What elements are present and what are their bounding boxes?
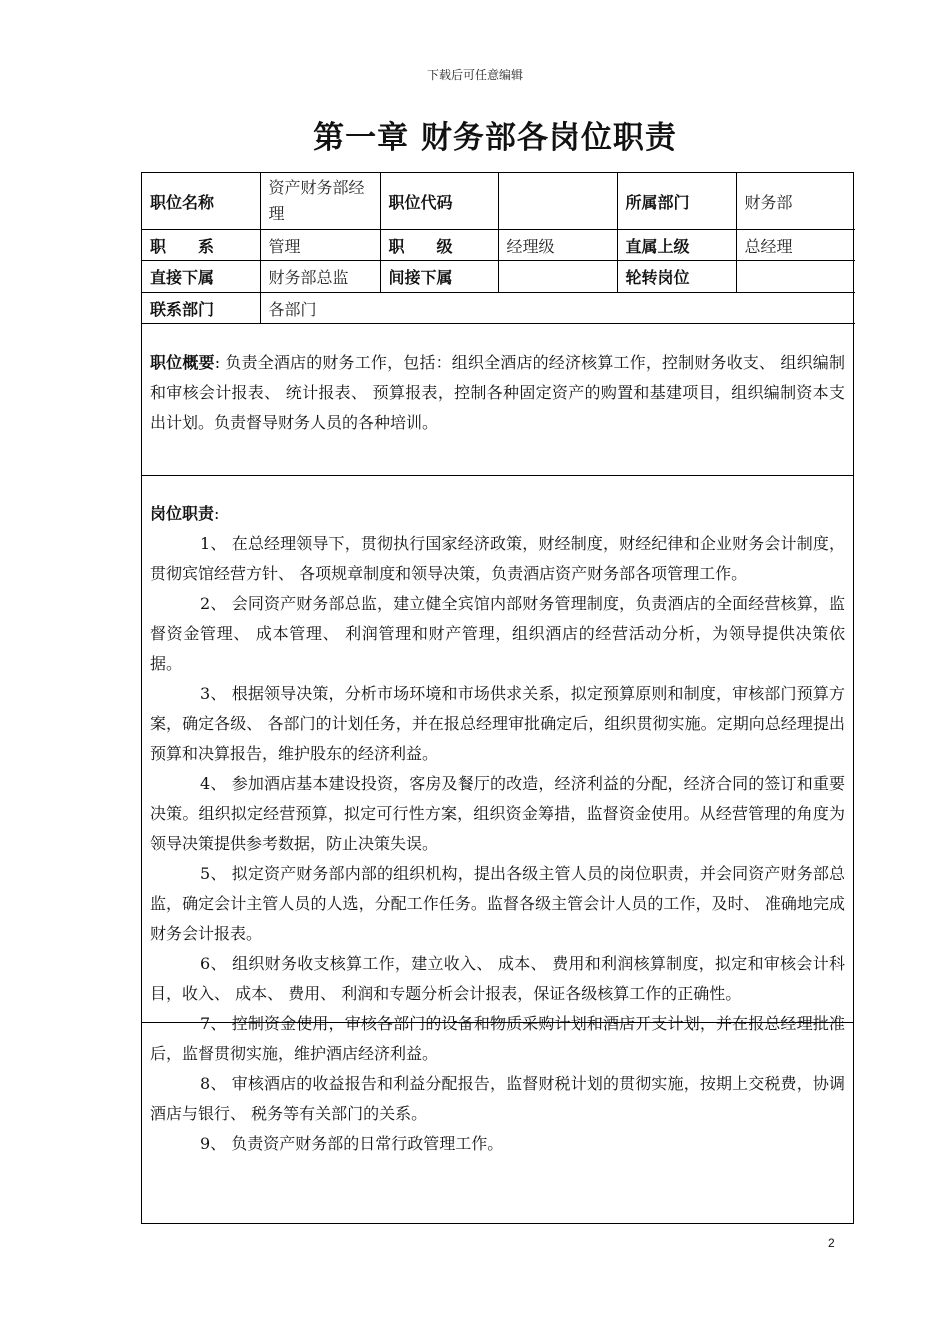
job-code-value	[498, 173, 617, 230]
page-title: 第一章 财务部各岗位职责	[313, 120, 677, 156]
dept-value: 财务部	[736, 173, 855, 230]
superior-value: 总经理	[736, 230, 855, 261]
job-code-label: 职位代码	[380, 173, 498, 230]
duties-colon: :	[214, 504, 220, 523]
duty-item: 3、 根据领导决策，分析市场环境和市场供求关系，拟定预算原则和制度，审核部门预算方案，确定各级、 各部门的计划任务，并在报总经理审批确定后，组织贯彻实施。定期向总经理提出预算和决算报告，维护股东的经济利益。	[150, 684, 845, 763]
level-label: 职 级	[380, 230, 498, 261]
contact-label: 联系部门	[142, 293, 260, 324]
header-note: 下载后可任意编辑	[426, 68, 523, 82]
duty-item: 4、 参加酒店基本建设投资，客房及餐厅的改造，经济利益的分配，经济合同的签订和重要决策。组织拟定经营预算，拟定可行性方案，组织资金筹措，监督资金使用。从经营管理的角度为领导决策提供参考数据，防止决策失误。	[150, 774, 845, 853]
duty-item: 1、 在总经理领导下，贯彻执行国家经济政策，财经制度，财经纪律和企业财务会计制度，贯彻宾馆经营方针、 各项规章制度和领导决策，负责酒店资产财务部各项管理工作。	[150, 534, 845, 583]
job-description-table	[141, 172, 854, 1224]
duty-item: 2、 会同资产财务部总监，建立健全宾馆内部财务管理制度，负责酒店的全面经营核算，监督资金管理、 成本管理、 利润管理和财产管理，组织酒店的经营活动分析，为领导提供决策依据。	[150, 594, 845, 673]
rotation-label: 轮转岗位	[617, 261, 736, 293]
direct-sub-label: 直接下属	[142, 261, 260, 293]
duty-item: 9、 负责资产财务部的日常行政管理工作。	[200, 1134, 504, 1153]
direct-sub-value: 财务部总监	[260, 261, 380, 293]
summary-section	[142, 324, 853, 476]
duties-section	[142, 476, 853, 1153]
indirect-sub-label: 间接下属	[380, 261, 498, 293]
rotation-value	[736, 261, 855, 293]
duty-item: 5、 拟定资产财务部内部的组织机构，提出各级主管人员的岗位职责，并会同资产财务部总监，确定会计主管人员的人选，分配工作任务。监督各级主管会计人员的工作，及时、 准确地完成财务会计报表。	[150, 864, 845, 943]
summary-label: 职位概要	[150, 353, 215, 372]
superior-label: 直属上级	[617, 230, 736, 261]
duty-item: 8、 审核酒店的收益报告和利益分配报告，监督财税计划的贯彻实施，按期上交税费，协调酒店与银行、 税务等有关部门的关系。	[150, 1074, 845, 1123]
duty-item: 7、 控制资金使用，审核各部门的设备和物质采购计划和酒店开支计划，并在报总经理批准后，监督贯彻实施，维护酒店经济利益。	[150, 1014, 845, 1063]
series-value: 管理	[260, 230, 380, 261]
job-name-value: 资产财务部经理	[260, 173, 380, 230]
dept-label: 所属部门	[617, 173, 736, 230]
page-number: 2	[828, 1236, 835, 1250]
indirect-sub-value	[498, 261, 617, 293]
summary-text: : 负责全酒店的财务工作，包括：组织全酒店的经济核算工作，控制财务收支、 组织编制和审核会计报表、 统计报表、 预算报表，控制各种固定资产的购置和基建项目，组织编制资本支出计划。负责督导财务人员的各种培训。	[150, 353, 845, 432]
series-label: 职 系	[142, 230, 260, 261]
job-name-label: 职位名称	[142, 173, 260, 230]
job-info-table	[142, 173, 855, 324]
level-value: 经理级	[498, 230, 617, 261]
contact-value: 各部门	[260, 293, 855, 324]
duty-item: 6、 组织财务收支核算工作，建立收入、 成本、 费用和利润核算制度，拟定和审核会计科目，收入、 成本、 费用、 利润和专题分析会计报表，保证各级核算工作的正确性。	[150, 954, 845, 1003]
duties-label: 岗位职责	[150, 504, 215, 523]
